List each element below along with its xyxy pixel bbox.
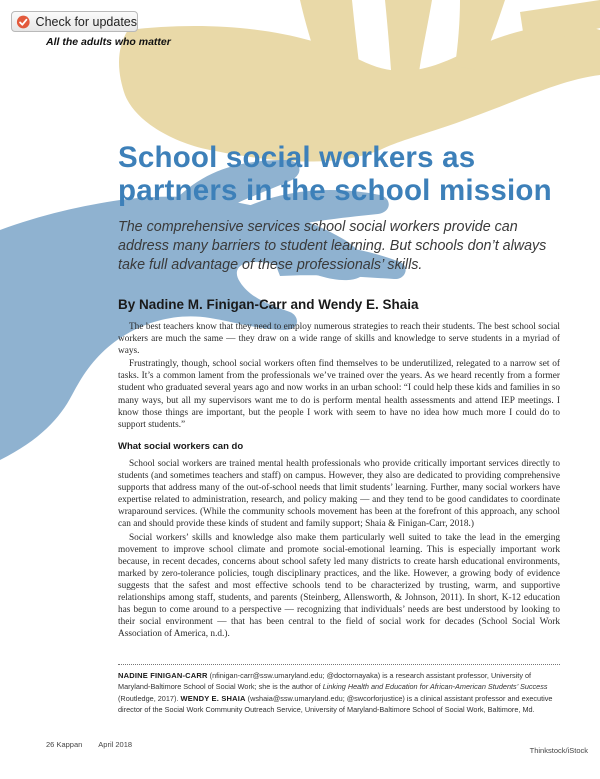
article-title: School social workers as partners in the school mission	[118, 141, 552, 207]
page-number: 26	[46, 740, 55, 749]
author1-name: NADINE FINIGAN-CARR	[118, 671, 208, 680]
gold-hand-shape	[119, 0, 600, 162]
check-for-updates-button[interactable]	[11, 11, 138, 32]
author1-text-end: (Routledge, 2017).	[118, 693, 181, 703]
article-byline: By Nadine M. Finigan-Carr and Wendy E. Shaia	[118, 297, 419, 312]
body-paragraph: Frustratingly, though, school social workers often find themselves to be underutilized, relegated to a narrow set of tasks. It’s a common lament from the professionals we’ve trained over the years. As we heard recently from a former student who graduated several years ago and now works in an urban school: “I could help these kids and families in so many ways, but all my supervisors want me to do is perform mental health assessments and attend IEP meetings. I know those things are important, but the people I work with seem to have no idea how much more I could do to support students.”	[118, 359, 560, 430]
bio-divider	[118, 664, 560, 665]
magazine-name: Kappan	[56, 740, 83, 749]
check-for-updates-label: Check for updates	[35, 14, 137, 29]
section-heading: What social workers can do	[118, 440, 244, 452]
body-paragraph: School social workers are trained mental health professionals who provide critically important services directly to students (and sometimes teachers and staff) on campus. However, they also are dedicated to providing comprehensive supports that address many of the out-of-school needs that limit students’ learning. Further, many social workers have expertise related to administration, research, and policy making — and they tend to be good candidates to coordinate wraparound services. (While the community schools movement has been at the forefront of this approach, any school can and should provide these kinds of student and family support; Shaia & Finigan-Carr, 2018.)	[118, 458, 560, 530]
author-bio	[118, 670, 560, 716]
body-paragraph: Social workers’ skills and knowledge also make them particularly well suited to take the lead in the emerging movement to improve school climate and promote social-emotional learning. This is especially important work because, in recent decades, concerns about school safety led many districts to create harsh educational environments, marked by zero-tolerance policies, tough disciplinary practices, and the like. However, a growing body of evidence suggests that the safest and most effective schools tend to be characterized by trusting, warm, and supportive relationships among staff, students, and parents (Steinberg, Allensworth, & Johnson, 2011). In short, K-12 education has begun to come around to a perspective — recognizing that individuals’ needs are best understood by looking to their social environment — that has been central to the field of social work for decades (School Social Work Association of America, n.d.).	[118, 532, 560, 640]
check-for-updates-icon	[16, 14, 31, 30]
author1-text: (nfinigan-carr@ssw.umaryland.edu; @doctornayaka) is a research assistant professor, University of Maryland-Baltimore School of Social Work; she is the author of	[118, 671, 532, 692]
article-body	[118, 321, 560, 641]
article-deck: The comprehensive services school social workers provide can address many barriers to student learning. But schools don’t always take full advantage of these professionals’ skills.	[118, 219, 547, 273]
photo-credit: Thinkstock/iStock	[529, 746, 588, 755]
author1-book-title: Linking Health and Education for African-American Students’ Success	[322, 682, 548, 692]
section-label: All the adults who matter	[46, 36, 171, 48]
body-paragraph: The best teachers know that they need to employ numerous strategies to reach their students. The best school social workers are much the same — they draw on a wide range of skills and knowledge to serve students in a myriad of ways.	[118, 322, 560, 357]
author2-text: (wshaia@ssw.umaryland.edu; @swcorforjustice) is a clinical assistant professor and executive director of the Social Work Community Outreach Service, University of Maryland-Baltimore School of Social Work, Baltimore, Md.	[118, 693, 553, 715]
author2-name: WENDY E. SHAIA	[180, 693, 246, 703]
issue-date: April 2018	[98, 740, 133, 749]
page-folio	[46, 740, 132, 749]
